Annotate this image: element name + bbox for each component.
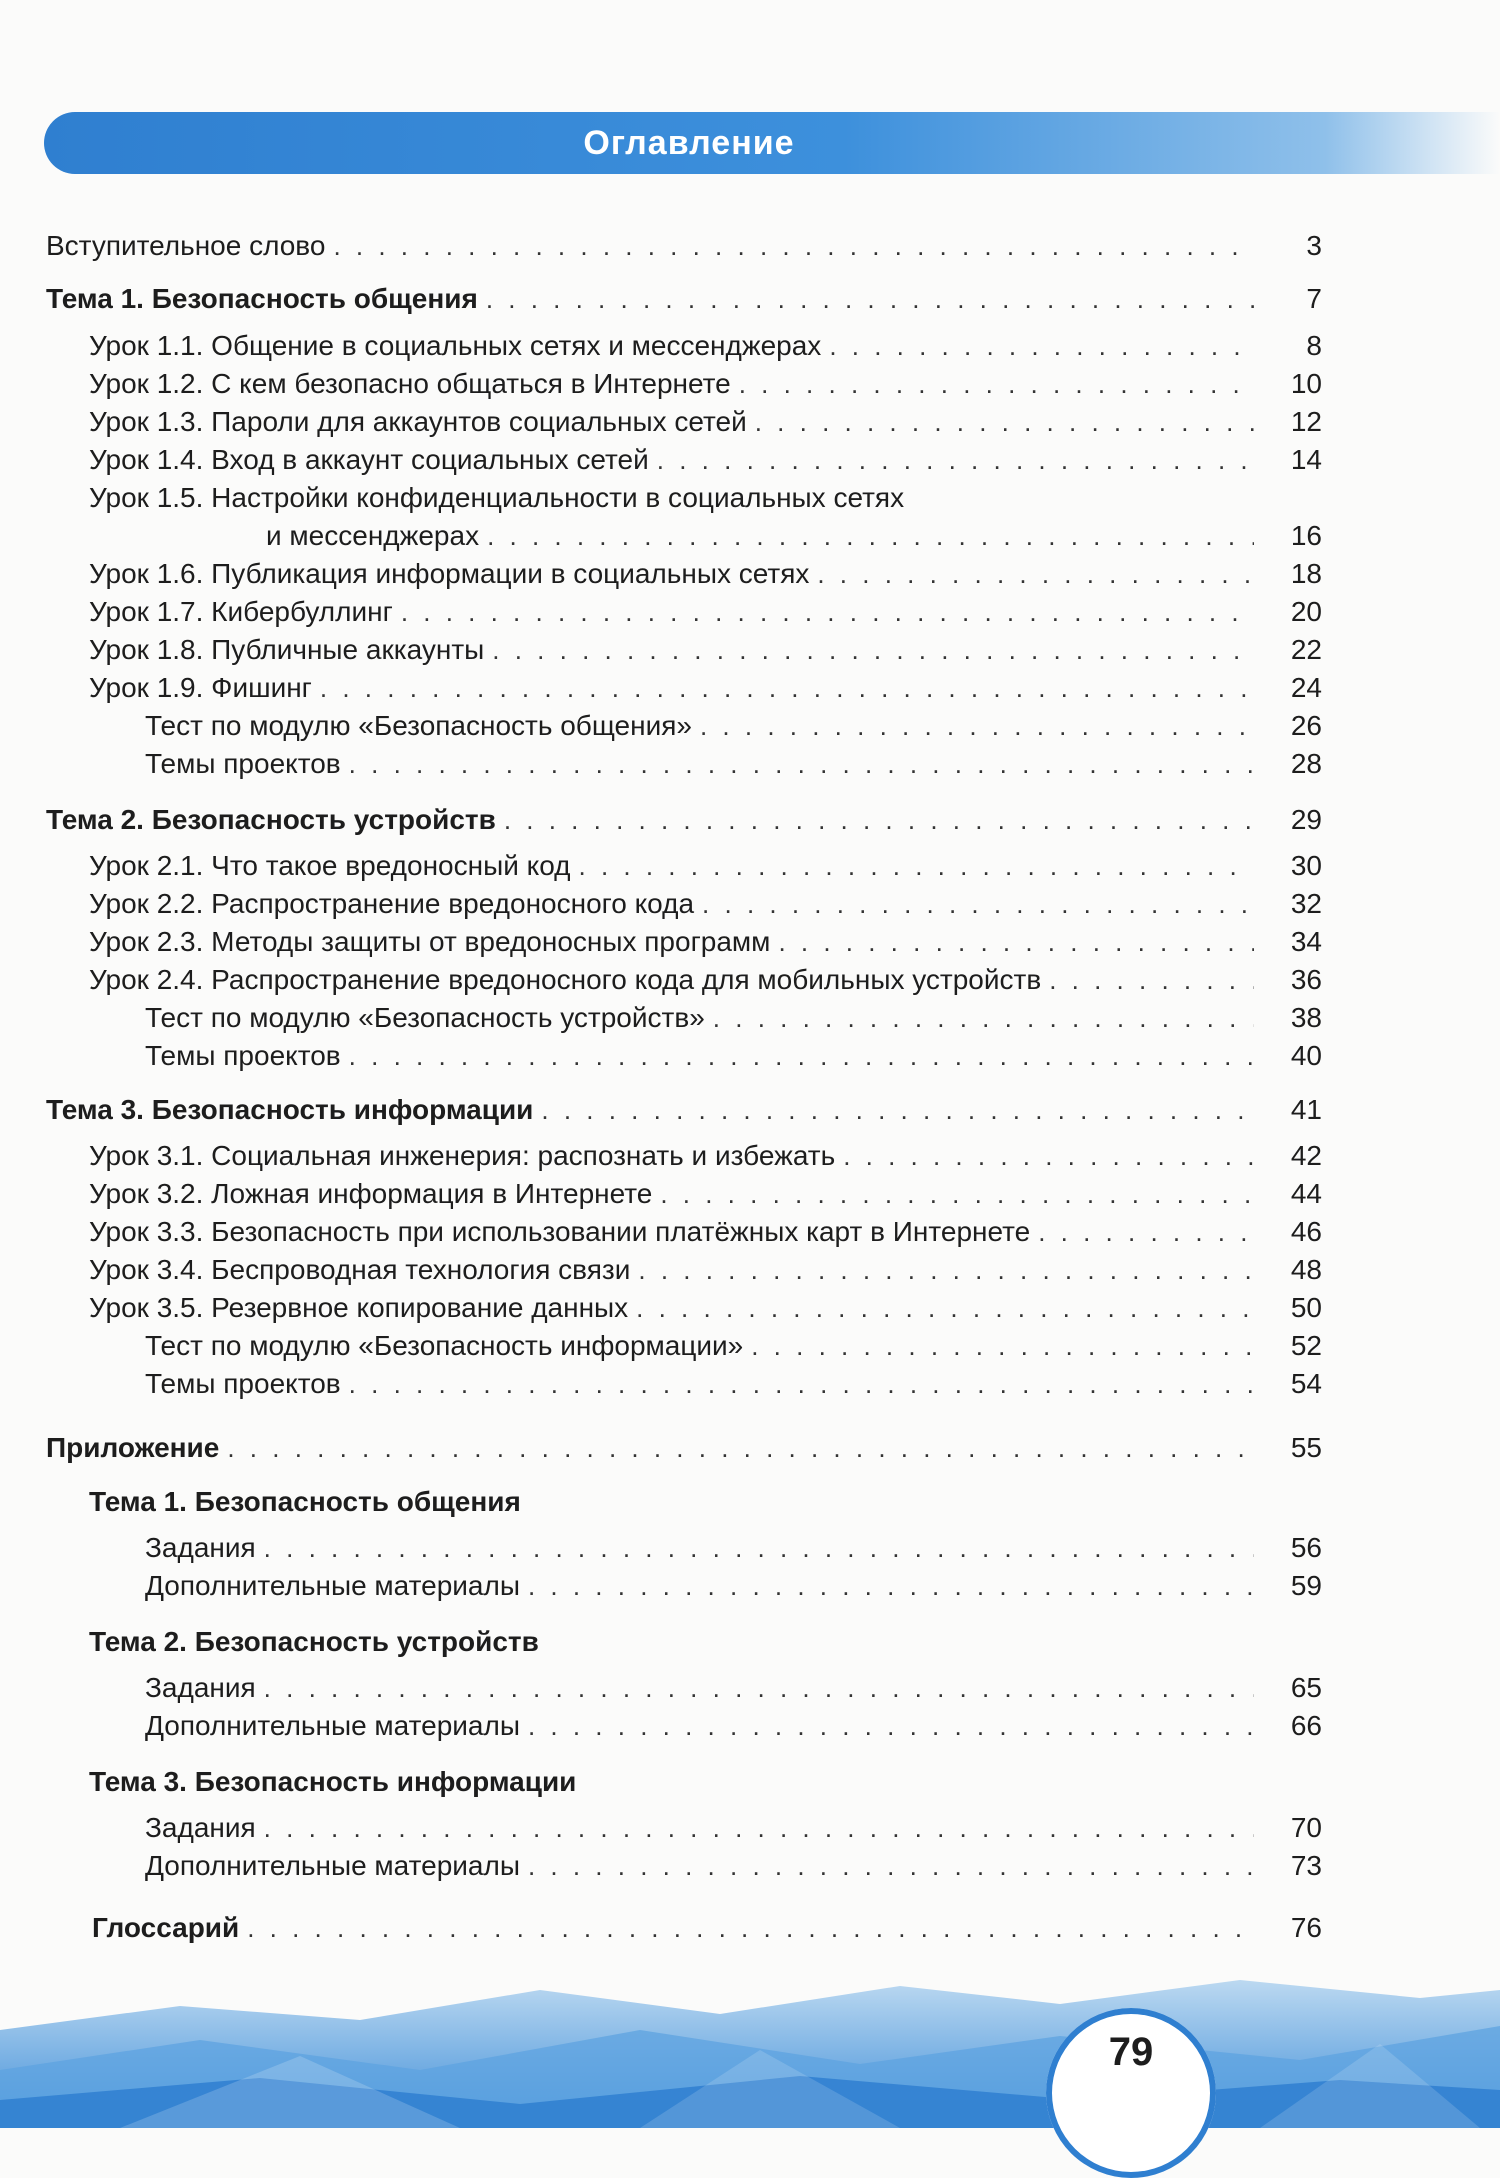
toc-test[interactable] — [145, 1328, 1322, 1364]
toc-page-number: 16 — [1290, 520, 1322, 551]
toc-entry-label: Дополнительные материалы — [145, 1850, 520, 1881]
toc-entry-label: Урок 2.4. Распространение вредоносного кода для мобильных устройств — [89, 964, 1042, 995]
leader-dots — [713, 1000, 1254, 1036]
toc-page-number: 52 — [1290, 1330, 1322, 1361]
page-title: Оглавление — [583, 124, 795, 162]
toc-projects[interactable] — [145, 746, 1322, 782]
toc-entry-label: Урок 1.7. Кибербуллинг — [89, 596, 393, 627]
toc-entry-label: Темы проектов — [145, 748, 341, 779]
toc-entry-label: Урок 1.2. С кем безопасно общаться в Интернете — [89, 368, 731, 399]
toc-page-number: 30 — [1290, 850, 1322, 881]
leader-dots — [778, 924, 1254, 960]
toc-lesson[interactable] — [89, 1176, 1322, 1212]
toc-page-number: 42 — [1290, 1140, 1322, 1171]
leader-dots — [751, 1328, 1254, 1364]
toc-appendix-section-title[interactable]: Тема 1. Безопасность общения — [89, 1486, 521, 1517]
toc-page-number: 40 — [1290, 1040, 1322, 1071]
leader-dots — [492, 632, 1254, 668]
toc-entry-label: Задания — [145, 1532, 256, 1563]
leader-dots — [817, 556, 1254, 592]
toc-lesson[interactable] — [89, 442, 1322, 478]
toc-page-number: 36 — [1290, 964, 1322, 995]
toc-entry-label: Урок 3.2. Ложная информация в Интернете — [89, 1178, 653, 1209]
toc-lesson[interactable] — [89, 1252, 1322, 1288]
leader-dots — [638, 1252, 1254, 1288]
leader-dots — [320, 670, 1254, 706]
leader-dots — [504, 802, 1254, 838]
toc-entry-label: Урок 1.1. Общение в социальных сетях и мессенджерах — [89, 330, 822, 361]
leader-dots — [227, 1430, 1254, 1466]
footer-decoration — [0, 1960, 1500, 2128]
toc-page-number: 56 — [1290, 1532, 1322, 1563]
leader-dots — [829, 328, 1254, 364]
leader-dots — [264, 1810, 1254, 1846]
toc-page-number: 34 — [1290, 926, 1322, 957]
toc-entry-label: Урок 2.1. Что такое вредоносный код — [89, 850, 571, 881]
toc-page-number: 73 — [1290, 1850, 1322, 1881]
toc-page-number: 20 — [1290, 596, 1322, 627]
toc-page-number: 50 — [1290, 1292, 1322, 1323]
toc-topic-title: Тема 2. Безопасность устройств — [46, 804, 496, 835]
toc-page-number: 46 — [1290, 1216, 1322, 1247]
toc-appendix-section-title[interactable]: Тема 2. Безопасность устройств — [89, 1626, 539, 1657]
toc-page-number: 54 — [1290, 1368, 1322, 1399]
leader-dots — [660, 1176, 1254, 1212]
toc-entry-label: Урок 3.5. Резервное копирование данных — [89, 1292, 629, 1323]
leader-dots — [349, 746, 1254, 782]
toc-entry-intro[interactable] — [46, 228, 1322, 264]
toc-appendix-extra[interactable] — [145, 1568, 1322, 1604]
toc-entry-label: Темы проектов — [145, 1040, 341, 1071]
toc-appendix-section-title[interactable]: Тема 3. Безопасность информации — [89, 1766, 577, 1797]
toc-lesson[interactable] — [89, 328, 1322, 364]
toc-page-number: 8 — [1306, 330, 1322, 361]
toc-page-number: 3 — [1306, 230, 1322, 261]
toc-appendix-extra[interactable] — [145, 1708, 1322, 1744]
toc-entry-label: Задания — [145, 1812, 256, 1843]
toc-lesson-label-line1[interactable]: Урок 1.5. Настройки конфиденциальности в социальных сетях — [89, 482, 905, 513]
toc-topic-title: Тема 3. Безопасность информации — [46, 1094, 534, 1125]
toc-appendix-tasks[interactable] — [145, 1670, 1322, 1706]
toc-entry-label: Темы проектов — [145, 1368, 341, 1399]
toc-appendix-extra[interactable] — [145, 1848, 1322, 1884]
toc-lesson[interactable] — [89, 1138, 1322, 1174]
toc-glossary-title: Глоссарий — [92, 1912, 240, 1943]
toc-page-number: 29 — [1290, 804, 1322, 835]
leader-dots — [333, 228, 1254, 264]
toc-page-number: 22 — [1290, 634, 1322, 665]
toc-page-number: 70 — [1290, 1812, 1322, 1843]
toc-page-number: 24 — [1290, 672, 1322, 703]
page-number: 79 — [1108, 2030, 1154, 2074]
toc-page-number: 44 — [1290, 1178, 1322, 1209]
toc-page-number: 28 — [1290, 748, 1322, 779]
toc-appendix-tasks[interactable] — [145, 1810, 1322, 1846]
toc-entry-label: Урок 1.9. Фишинг — [89, 672, 312, 703]
leader-dots — [702, 886, 1254, 922]
toc-entry-label: Дополнительные материалы — [145, 1710, 520, 1741]
toc-entry-label: Задания — [145, 1672, 256, 1703]
toc-lesson[interactable] — [89, 962, 1322, 998]
toc-page-number: 41 — [1290, 1094, 1322, 1125]
leader-dots — [349, 1038, 1254, 1074]
toc-lesson[interactable] — [89, 670, 1322, 706]
leader-dots — [579, 848, 1255, 884]
leader-dots — [528, 1848, 1254, 1884]
leader-dots — [636, 1290, 1254, 1326]
leader-dots — [541, 1092, 1254, 1128]
toc-entry-label: Тест по модулю «Безопасность информации» — [145, 1330, 744, 1361]
toc-entry-label: Тест по модулю «Безопасность устройств» — [145, 1002, 705, 1033]
toc-entry-label: Урок 2.3. Методы защиты от вредоносных программ — [89, 926, 771, 957]
leader-dots — [487, 518, 1254, 554]
toc-lesson[interactable] — [89, 886, 1322, 922]
leader-dots — [247, 1910, 1254, 1946]
toc-page-number: 48 — [1290, 1254, 1322, 1285]
leader-dots — [700, 708, 1254, 744]
toc-page-number: 38 — [1290, 1002, 1322, 1033]
toc-page-number: 26 — [1290, 710, 1322, 741]
toc-entry-label: Урок 1.6. Публикация информации в социальных сетях — [89, 558, 810, 589]
leader-dots — [264, 1530, 1254, 1566]
leader-dots — [843, 1138, 1254, 1174]
toc-test[interactable] — [145, 708, 1322, 744]
toc-lesson[interactable] — [89, 594, 1322, 630]
toc-topic-1[interactable] — [46, 281, 1322, 317]
toc-lesson[interactable] — [89, 632, 1322, 668]
toc-entry-label: Урок 1.8. Публичные аккаунты — [89, 634, 485, 665]
leader-dots — [349, 1366, 1254, 1402]
toc-page-number: 66 — [1290, 1710, 1322, 1741]
toc-topic-title: Тема 1. Безопасность общения — [46, 283, 478, 314]
leader-dots — [657, 442, 1254, 478]
toc-page-number: 7 — [1306, 283, 1322, 314]
toc-appendix[interactable] — [46, 1430, 1322, 1466]
toc-entry-label: Урок 3.3. Безопасность при использовании платёжных карт в Интернете — [89, 1216, 1031, 1247]
toc-page-number: 76 — [1290, 1912, 1322, 1943]
toc-lesson[interactable] — [89, 1214, 1322, 1250]
toc-lesson[interactable] — [89, 556, 1322, 592]
toc-appendix-title: Приложение — [46, 1432, 220, 1463]
leader-dots — [264, 1670, 1254, 1706]
toc-page-number: 55 — [1290, 1432, 1322, 1463]
leader-dots — [528, 1568, 1254, 1604]
toc-topic-2[interactable] — [46, 802, 1322, 838]
toc-entry-label: Вступительное слово — [46, 230, 326, 261]
toc-entry-label: Урок 2.2. Распространение вредоносного кода — [89, 888, 695, 919]
toc-page-number: 10 — [1290, 368, 1322, 399]
toc-appendix-tasks[interactable] — [145, 1530, 1322, 1566]
toc-lesson[interactable] — [89, 848, 1322, 884]
leader-dots — [755, 404, 1254, 440]
leader-dots — [1038, 1214, 1254, 1250]
toc-entry-label: Урок 3.4. Беспроводная технология связи — [89, 1254, 631, 1285]
toc-entry-label: Дополнительные материалы — [145, 1570, 520, 1601]
toc-page-number: 18 — [1290, 558, 1322, 589]
toc-lesson[interactable] — [266, 518, 1322, 554]
leader-dots — [528, 1708, 1254, 1744]
toc-lesson[interactable] — [89, 404, 1322, 440]
toc-lesson[interactable] — [89, 924, 1322, 960]
toc-page-number: 14 — [1290, 444, 1322, 475]
toc-entry-label: Урок 1.3. Пароли для аккаунтов социальных сетей — [89, 406, 747, 437]
toc-lesson[interactable] — [89, 366, 1322, 402]
toc-topic-3[interactable] — [46, 1092, 1322, 1128]
leader-dots — [486, 281, 1254, 317]
toc-glossary[interactable] — [92, 1910, 1322, 1946]
leader-dots — [739, 366, 1254, 402]
toc-page-number: 32 — [1290, 888, 1322, 919]
toc-entry-label: Урок 1.4. Вход в аккаунт социальных сетей — [89, 444, 649, 475]
toc-test[interactable] — [145, 1000, 1322, 1036]
toc-page-number: 59 — [1290, 1570, 1322, 1601]
leader-dots — [1049, 962, 1254, 998]
toc-page-number: 65 — [1290, 1672, 1322, 1703]
toc-projects[interactable] — [145, 1366, 1322, 1402]
toc-entry-label-cont: и мессенджерах — [266, 520, 480, 551]
toc-projects[interactable] — [145, 1038, 1322, 1074]
toc-entry-label: Тест по модулю «Безопасность общения» — [145, 710, 692, 741]
toc-entry-label: Урок 3.1. Социальная инженерия: распознать и избежать — [89, 1140, 836, 1171]
toc-page-number: 12 — [1290, 406, 1322, 437]
leader-dots — [401, 594, 1254, 630]
toc-lesson[interactable] — [89, 1290, 1322, 1326]
